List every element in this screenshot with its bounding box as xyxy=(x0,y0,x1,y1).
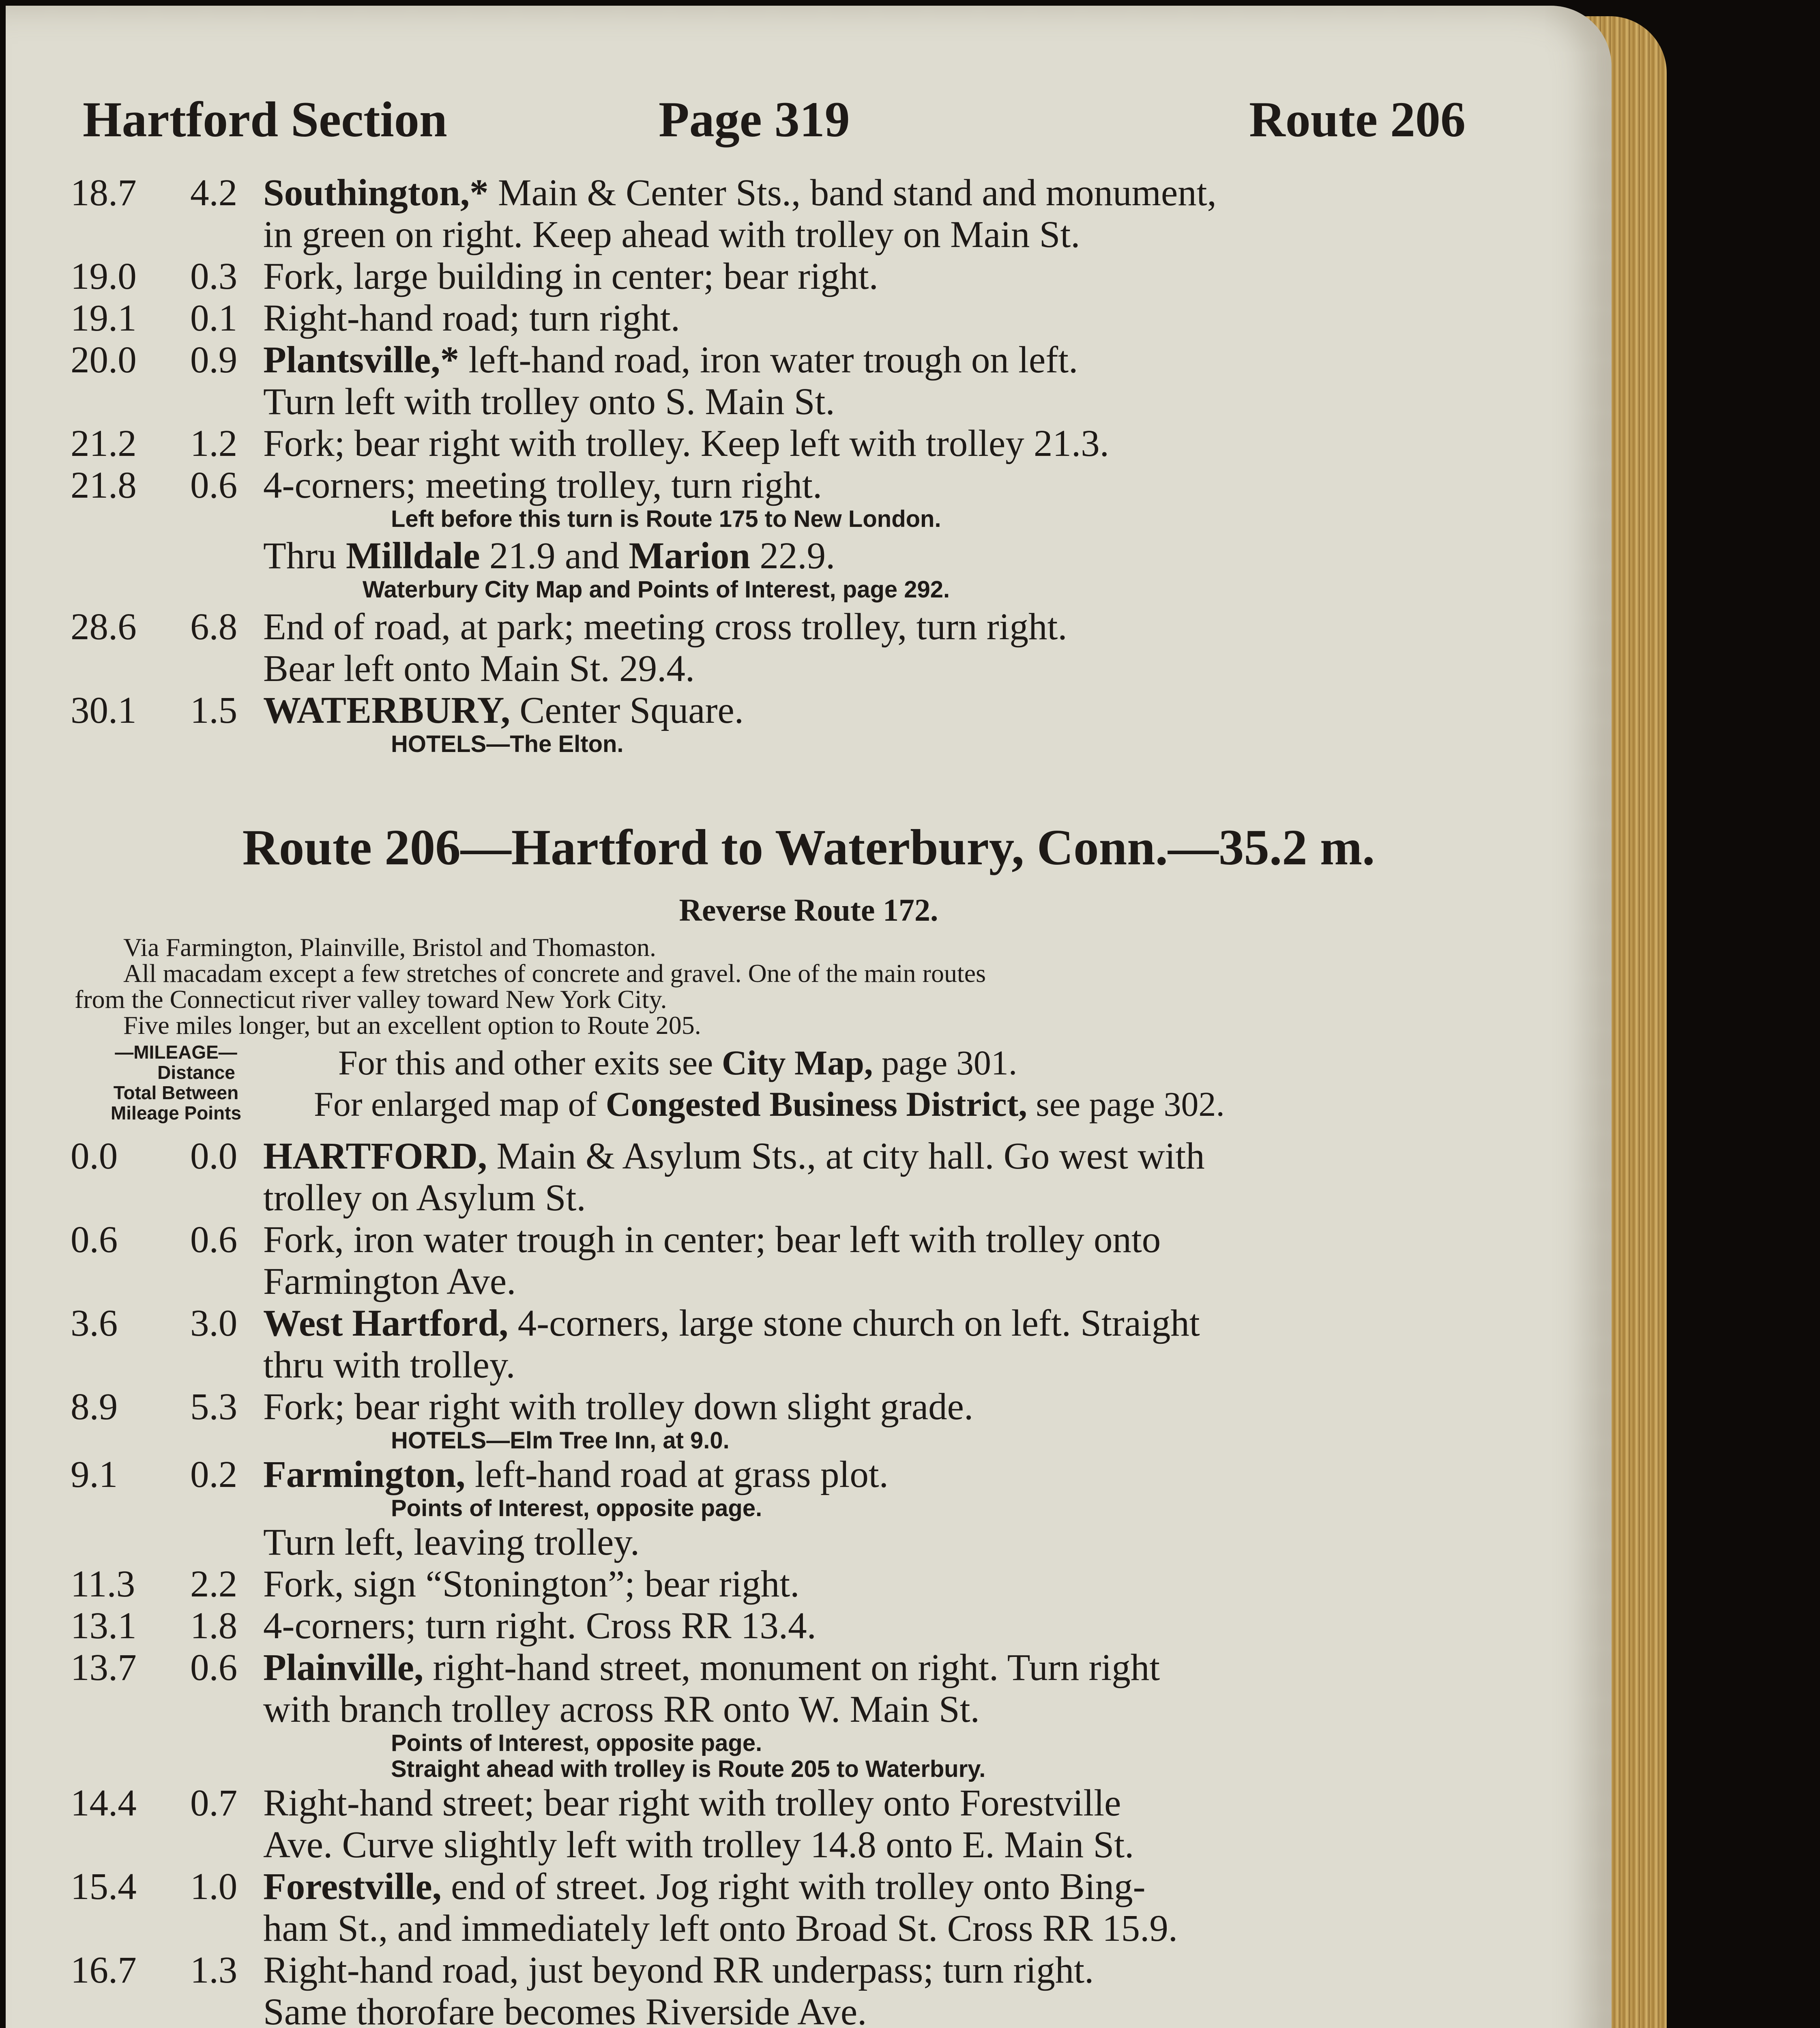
section-title: Hartford Section xyxy=(83,92,447,147)
total-mileage: 19.0 xyxy=(71,256,137,297)
place-name: Plainville, xyxy=(263,1647,424,1689)
direction-detail: End of road, at park; meeting cross trolley, turn right. xyxy=(263,606,1067,648)
direction-text xyxy=(263,172,1498,214)
direction-text xyxy=(263,1386,1498,1428)
direction-text xyxy=(263,1866,1498,1908)
place-name: HARTFORD, xyxy=(263,1135,487,1177)
direction-detail: Fork, large building in center; bear right. xyxy=(263,256,878,297)
route-row xyxy=(71,1302,1498,1344)
direction-detail: 4-corners, large stone church on left. Straight xyxy=(508,1302,1200,1344)
total-mileage: 30.1 xyxy=(71,690,137,731)
top2-row xyxy=(71,606,1498,648)
total-mileage: 14.4 xyxy=(71,1782,137,1824)
direction-text xyxy=(263,1782,1498,1824)
city-map-ref: For this and other exits see City Map, page 301. xyxy=(338,1043,1017,1082)
waterbury-map-note: Waterbury City Map and Points of Interest, page 292. xyxy=(363,576,950,603)
route-subtitle: Reverse Route 172. xyxy=(679,892,938,928)
mileage-key: —MILEAGE— Distance Total Between Mileage Points xyxy=(110,1042,242,1124)
direction-continuation: trolley on Asylum St. xyxy=(263,1177,586,1219)
distance: 0.6 xyxy=(190,1647,238,1689)
distance: 1.2 xyxy=(190,423,238,464)
place-name: Forestville, xyxy=(263,1866,442,1908)
direction-text xyxy=(263,256,1498,297)
total-mileage: 21.2 xyxy=(71,423,137,464)
direction-detail: Right-hand road; turn right. xyxy=(263,297,680,339)
total-mileage: 19.1 xyxy=(71,297,137,339)
route-row xyxy=(71,1647,1498,1689)
direction-text xyxy=(263,297,1498,339)
distance: 0.3 xyxy=(190,256,238,297)
direction-detail: Right-hand road, just beyond RR underpass; turn right. xyxy=(263,1949,1094,1991)
place-name: WATERBURY, xyxy=(263,690,511,731)
direction-detail: left-hand road, iron water trough on left. xyxy=(459,339,1078,381)
page-header xyxy=(83,91,1466,152)
distance: 3.0 xyxy=(190,1302,238,1344)
top-row xyxy=(71,256,1498,297)
direction-detail: Fork, iron water trough in center; bear left with trolley onto xyxy=(263,1219,1161,1261)
route-row xyxy=(71,1219,1498,1261)
total-mileage: 9.1 xyxy=(71,1454,118,1495)
direction-continuation: ham St., and immediately left onto Broad St. Cross RR 15.9. xyxy=(263,1908,1178,1949)
place-name: Plantsville,* xyxy=(263,339,459,381)
intro-line: Five miles longer, but an excellent option to Route 205. xyxy=(123,1011,701,1040)
page-number: Page 319 xyxy=(659,92,850,147)
total-mileage: 28.6 xyxy=(71,606,137,648)
distance: 0.0 xyxy=(190,1135,238,1177)
direction-continuation: Turn left with trolley onto S. Main St. xyxy=(263,381,835,423)
direction-continuation: Ave. Curve slightly left with trolley 14.8 onto E. Main St. xyxy=(263,1824,1134,1866)
direction-text xyxy=(263,606,1498,648)
total-mileage: 0.0 xyxy=(71,1135,118,1177)
direction-text xyxy=(263,1302,1498,1344)
route-note: Points of Interest, opposite page. xyxy=(391,1495,762,1521)
route-note: HOTELS—The Elton. xyxy=(391,731,624,757)
total-mileage: 18.7 xyxy=(71,172,137,214)
direction-detail: Main & Asylum Sts., at city hall. Go west with xyxy=(487,1135,1205,1177)
top-row xyxy=(71,423,1498,464)
direction-text xyxy=(263,464,1498,506)
book-page xyxy=(6,6,1612,2028)
distance: 0.6 xyxy=(190,464,238,506)
direction-detail: right-hand street, monument on right. Turn right xyxy=(423,1647,1160,1689)
route-note: Points of Interest, opposite page. xyxy=(391,1730,762,1756)
direction-text xyxy=(263,1647,1498,1689)
distance: 0.9 xyxy=(190,339,238,381)
direction-detail: 4-corners; turn right. Cross RR 13.4. xyxy=(263,1605,816,1647)
direction-text xyxy=(263,339,1498,381)
direction-detail: 4-corners; meeting trolley, turn right. xyxy=(263,464,822,506)
route-row xyxy=(71,1454,1498,1495)
distance: 6.8 xyxy=(190,606,238,648)
map-references xyxy=(314,1042,1225,1125)
direction-text xyxy=(263,1605,1498,1647)
total-mileage: 16.7 xyxy=(71,1949,137,1991)
direction-detail: Main & Center Sts., band stand and monument, xyxy=(488,172,1217,214)
place-name: Farmington, xyxy=(263,1454,466,1495)
intro-line: Via Farmington, Plainville, Bristol and Thomaston. xyxy=(123,933,656,962)
route-log-top xyxy=(71,172,1498,532)
route-log-top-2 xyxy=(71,606,1498,757)
total-mileage: 8.9 xyxy=(71,1386,118,1428)
total-mileage: 13.7 xyxy=(71,1647,137,1689)
direction-detail: Center Square. xyxy=(510,690,744,731)
direction-text xyxy=(263,423,1498,464)
distance: 1.8 xyxy=(190,1605,238,1647)
direction-text xyxy=(263,1949,1498,1991)
total-mileage: 11.3 xyxy=(71,1563,135,1605)
direction-continuation: Farmington Ave. xyxy=(263,1261,516,1302)
top-row xyxy=(71,297,1498,339)
direction-continuation: in green on right. Keep ahead with trolley on Main St. xyxy=(263,214,1080,256)
place-name: Southington,* xyxy=(263,172,489,214)
intro-line: from the Connecticut river valley toward New York City. xyxy=(75,985,667,1014)
distance: 0.7 xyxy=(190,1782,238,1824)
route-row xyxy=(71,1866,1498,1908)
distance: 0.2 xyxy=(190,1454,238,1495)
route-row xyxy=(71,1949,1498,1991)
direction-detail: left-hand road at grass plot. xyxy=(465,1454,889,1495)
route-note: Straight ahead with trolley is Route 205 to Waterbury. xyxy=(391,1756,986,1782)
total-mileage: 3.6 xyxy=(71,1302,118,1344)
direction-detail: Right-hand street; bear right with trolley onto Forestville xyxy=(263,1782,1121,1824)
total-mileage: 15.4 xyxy=(71,1866,137,1908)
distance: 5.3 xyxy=(190,1386,238,1428)
total-mileage: 20.0 xyxy=(71,339,137,381)
route-intro xyxy=(75,935,1470,1038)
direction-text xyxy=(263,1135,1498,1177)
distance: 1.3 xyxy=(190,1949,238,1991)
route-row xyxy=(71,1563,1498,1605)
direction-detail: end of street. Jog right with trolley onto Bing- xyxy=(441,1866,1146,1908)
distance: 4.2 xyxy=(190,172,238,214)
distance: 2.2 xyxy=(190,1563,238,1605)
total-mileage: 21.8 xyxy=(71,464,137,506)
top-row xyxy=(71,464,1498,506)
route-note: Left before this turn is Route 175 to New London. xyxy=(391,506,941,532)
top-row xyxy=(71,172,1498,214)
direction-continuation: Turn left, leaving trolley. xyxy=(263,1521,640,1563)
direction-continuation: thru with trolley. xyxy=(263,1344,515,1386)
top2-row xyxy=(71,690,1498,731)
distance: 1.0 xyxy=(190,1866,238,1908)
route-row xyxy=(71,1386,1498,1428)
direction-detail: Fork, sign “Stonington”; bear right. xyxy=(263,1563,800,1605)
distance: 0.1 xyxy=(190,297,238,339)
route-row xyxy=(71,1782,1498,1824)
direction-detail: Fork; bear right with trolley. Keep left with trolley 21.3. xyxy=(263,423,1110,464)
direction-text xyxy=(263,1219,1498,1261)
route-row xyxy=(71,1605,1498,1647)
milldale-line: Thru Milldale 21.9 and Marion 22.9. Waterbury City Map and Points of Interest, page 292. xyxy=(71,535,1498,603)
route-row xyxy=(71,1135,1498,1177)
route-number: Route 206 xyxy=(1249,92,1466,147)
distance: 1.5 xyxy=(190,690,238,731)
route-log-main xyxy=(71,1135,1498,2028)
place-name: West Hartford, xyxy=(263,1302,509,1344)
direction-continuation: Bear left onto Main St. 29.4. xyxy=(263,648,695,690)
total-mileage: 0.6 xyxy=(71,1219,118,1261)
direction-continuation: Same thorofare becomes Riverside Ave. xyxy=(263,1991,867,2028)
direction-detail: Fork; bear right with trolley down slight grade. xyxy=(263,1386,974,1428)
direction-text xyxy=(263,1454,1498,1495)
distance: 0.6 xyxy=(190,1219,238,1261)
top-row xyxy=(71,339,1498,381)
total-mileage: 13.1 xyxy=(71,1605,137,1647)
direction-continuation: with branch trolley across RR onto W. Main St. xyxy=(263,1689,980,1730)
route-note: HOTELS—Elm Tree Inn, at 9.0. xyxy=(391,1427,730,1454)
intro-line: All macadam except a few stretches of concrete and gravel. One of the main routes xyxy=(123,959,986,988)
route-title: Route 206—Hartford to Waterbury, Conn.—35.2 m. xyxy=(242,820,1375,876)
direction-text xyxy=(263,690,1498,731)
direction-text xyxy=(263,1563,1498,1605)
business-map-ref: For enlarged map of Congested Business District, see page 302. xyxy=(314,1085,1225,1124)
